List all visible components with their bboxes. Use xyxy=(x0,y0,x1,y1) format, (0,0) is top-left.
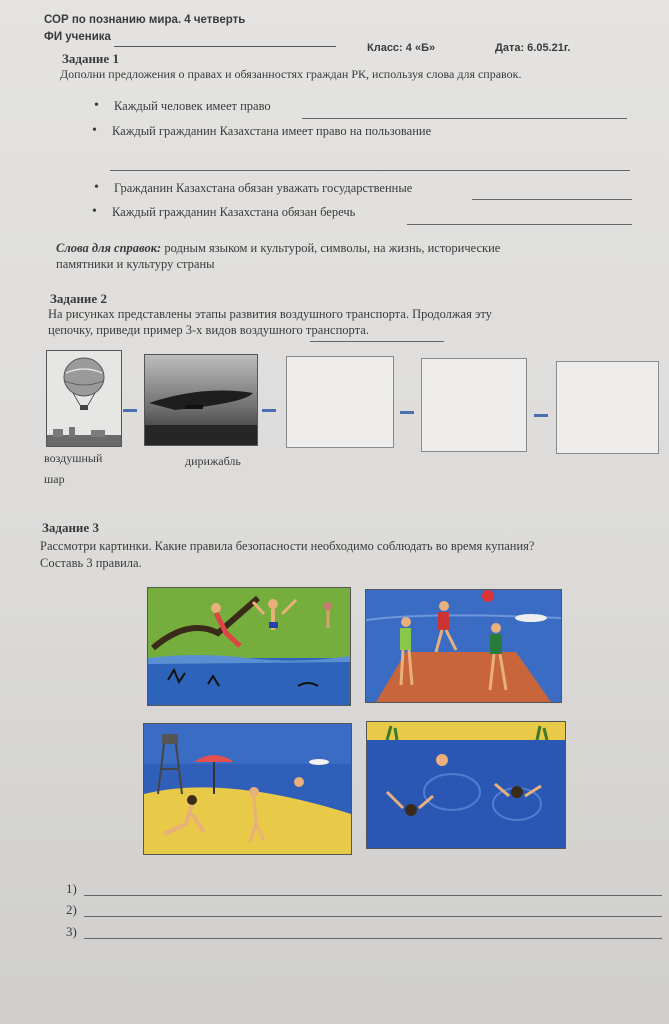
kids-playing-on-pier-icon xyxy=(366,590,561,702)
task1-words-label: Слова для справок: xyxy=(56,241,162,255)
task1-answer-line-2 xyxy=(110,170,630,171)
task1-words-line-2: памятники и культуру страны xyxy=(56,257,215,271)
student-name-line xyxy=(114,46,336,47)
worksheet-title: СОР по познанию мира. 4 четверть xyxy=(44,14,246,26)
task3-title: Задание 3 xyxy=(42,520,99,535)
chain-arrow-1 xyxy=(123,409,137,412)
task1-bullet-4: • Каждый гражданин Казахстана обязан беречь xyxy=(112,205,355,220)
airship-label: дирижабль xyxy=(185,454,241,468)
rule-2-number: 2) xyxy=(66,902,77,917)
task1-answer-line-1 xyxy=(302,118,627,119)
airship-icon xyxy=(145,355,257,445)
rule-1-number: 1) xyxy=(66,881,77,896)
task2-title: Задание 2 xyxy=(50,291,107,306)
airship-picture xyxy=(144,354,258,446)
rule-3-line[interactable] xyxy=(84,938,662,939)
task2-instruction-1: На рисунках представлены этапы развития воздушного транспорта. Продолжая эту xyxy=(48,307,492,321)
task1-words-text-1: родным языком и культурой, символы, на жизнь, исторические xyxy=(164,241,501,255)
rule-2-line[interactable] xyxy=(84,916,662,917)
chain-arrow-3 xyxy=(400,411,414,414)
kids-jumping-into-water-icon xyxy=(148,588,350,705)
chain-arrow-2 xyxy=(262,409,276,412)
task2-instruction-2: цепочку, приведи пример 3-х видов воздушного транспорта. xyxy=(48,323,369,337)
balloon-picture xyxy=(46,350,122,447)
kids-swimming-icon xyxy=(367,722,565,848)
task1-bullet-1: • Каждый человек имеет право xyxy=(114,99,271,114)
task2-underline xyxy=(310,341,444,342)
task1-bullet-3: • Гражданин Казахстана обязан уважать государственные xyxy=(114,181,412,196)
task1-answer-line-3 xyxy=(472,199,632,200)
task1-bullet-2: • Каждый гражданин Казахстана имеет право на пользование xyxy=(112,124,431,139)
swimming-picture-3 xyxy=(143,723,352,855)
swimming-picture-4 xyxy=(366,721,566,849)
hot-air-balloon-icon xyxy=(47,351,121,446)
class-label: Класс: 4 «Б» xyxy=(367,42,436,54)
answer-box-2[interactable] xyxy=(421,358,527,452)
answer-box-1[interactable] xyxy=(286,356,394,448)
chain-arrow-4 xyxy=(534,414,548,417)
task3-instruction-1: Рассмотри картинки. Какие правила безопасности необходимо соблюдать во время купания? xyxy=(40,539,535,553)
task1-instruction: Дополни предложения о правах и обязанностях граждан РК, используя слова для справок. xyxy=(60,67,522,81)
task1-title: Задание 1 xyxy=(62,51,119,66)
rule-3-number: 3) xyxy=(66,924,77,939)
swimming-picture-1 xyxy=(147,587,351,706)
beach-with-lifeguard-tower-icon xyxy=(144,724,351,854)
date-label: Дата: 6.05.21г. xyxy=(495,42,571,54)
task1-answer-line-4 xyxy=(407,224,632,225)
answer-box-3[interactable] xyxy=(556,361,659,454)
rule-1-line[interactable] xyxy=(84,895,662,896)
task3-instruction-2: Составь 3 правила. xyxy=(40,556,142,570)
task1-words-line-1 xyxy=(56,241,500,256)
balloon-label-2: шар xyxy=(44,472,65,486)
student-name-label: ФИ ученика xyxy=(44,31,111,43)
balloon-label-1: воздушный xyxy=(44,451,103,465)
swimming-picture-2 xyxy=(365,589,562,703)
